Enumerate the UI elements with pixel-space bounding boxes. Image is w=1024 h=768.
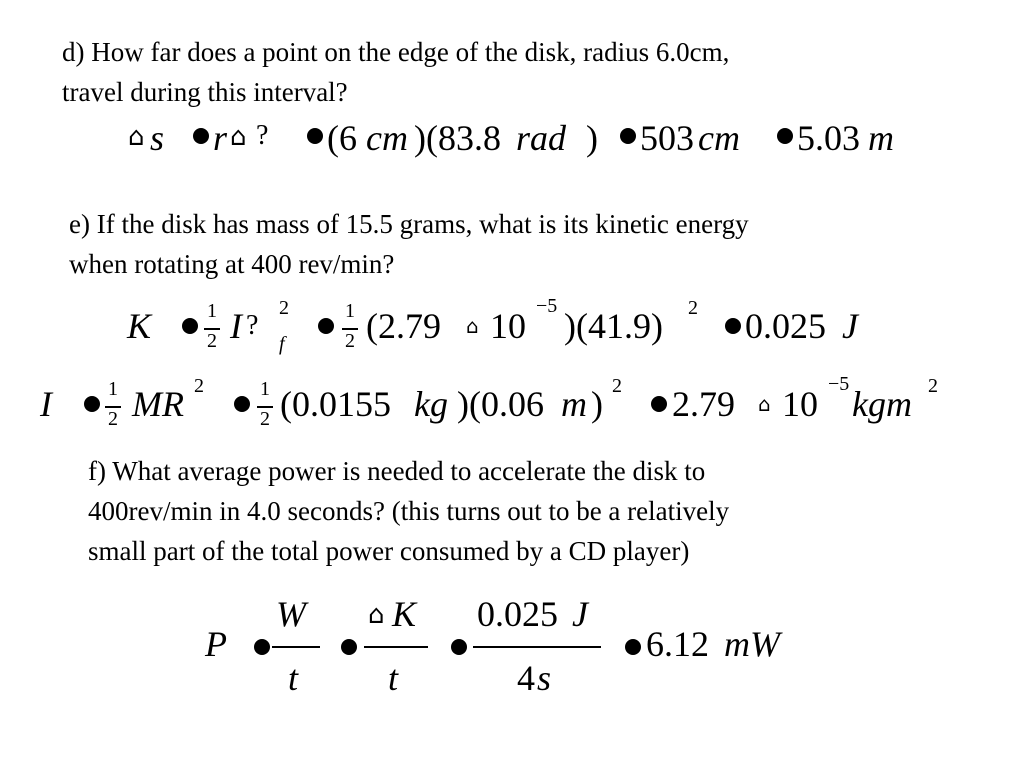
equals-dot-icon <box>193 128 209 144</box>
equals-dot-icon <box>451 639 467 655</box>
question-e-line2: when rotating at 400 rev/min? <box>69 249 395 279</box>
eq-ke-ten: 10 <box>490 306 526 346</box>
eq-d-cm2: cm <box>698 118 740 158</box>
equals-dot-icon <box>234 396 250 412</box>
eq-d-close: ) <box>586 118 598 158</box>
equation-moment-of-inertia <box>0 373 1024 444</box>
eq-p-K: K <box>392 594 417 634</box>
eq-i-exp: −5 <box>828 373 850 395</box>
eq-i-MR: MR <box>132 384 184 424</box>
eq-ke-half-num-2: 1 <box>345 300 355 322</box>
eq-p-result: 6.12 <box>646 624 709 664</box>
eq-i-unit: kgm <box>852 384 912 424</box>
eq-ke-half-num: 1 <box>207 300 217 322</box>
eq-d-v1: 503 <box>640 118 694 158</box>
fraction-bar <box>364 646 428 648</box>
eq-d-theta-box: ? <box>256 120 269 151</box>
eq-ke-exp: −5 <box>536 295 558 317</box>
eq-i-sq2: 2 <box>612 375 622 397</box>
delta-placeholder-icon: ⌂ <box>368 600 385 630</box>
equals-dot-icon <box>307 128 323 144</box>
equals-dot-icon <box>625 639 641 655</box>
question-d <box>62 32 729 112</box>
times-placeholder-icon: ⌂ <box>466 314 479 338</box>
equation-power <box>0 590 1024 700</box>
eq-p-P: P <box>205 624 227 664</box>
eq-d-cm: cm <box>366 118 408 158</box>
eq-i-half-den-2: 2 <box>260 408 270 430</box>
eq-d-open: (6 <box>327 118 357 158</box>
eq-d-m: m <box>868 118 894 158</box>
eq-i-result: 2.79 <box>672 384 735 424</box>
eq-d-s: s <box>150 118 165 158</box>
eq-i-m: m <box>561 384 587 424</box>
question-e-line1: e) If the disk has mass of 15.5 grams, what is its kinetic energy <box>69 209 749 239</box>
eq-ke-J: J <box>842 306 858 346</box>
eq-i-mid: )(0.06 <box>457 384 544 424</box>
equals-dot-icon <box>777 128 793 144</box>
equals-dot-icon <box>254 639 270 655</box>
equals-dot-icon <box>182 318 198 334</box>
eq-d-rad: rad <box>516 118 567 158</box>
eq-ke-half-den: 2 <box>207 330 217 352</box>
eq-i-I: I <box>40 384 52 424</box>
eq-i-close: ) <box>591 384 603 424</box>
eq-ke-half-den-2: 2 <box>345 330 355 352</box>
eq-ke-mid: )(41.9) <box>564 306 663 346</box>
delta-placeholder-icon: ⌂ <box>230 122 247 152</box>
eq-p-num: 0.025 <box>477 594 558 634</box>
fraction-bar <box>272 646 320 648</box>
equals-dot-icon <box>651 396 667 412</box>
question-f-line3: small part of the total power consumed by a CD player) <box>88 536 690 566</box>
eq-p-t1: t <box>288 658 299 698</box>
eq-ke-f: f <box>279 333 285 355</box>
question-f-line2: 400rev/min in 4.0 seconds? (this turns out to be a relatively <box>88 496 730 526</box>
equation-arc-length <box>0 116 1024 166</box>
equation-kinetic-energy <box>0 295 1024 366</box>
eq-p-unit: mW <box>724 624 780 664</box>
eq-ke-K: K <box>127 306 152 346</box>
eq-ke-open: (2.79 <box>366 306 441 346</box>
question-d-line2: travel during this interval? <box>62 77 348 107</box>
times-placeholder-icon: ⌂ <box>758 392 771 416</box>
equals-dot-icon <box>318 318 334 334</box>
equals-dot-icon <box>725 318 741 334</box>
eq-d-r: r <box>213 118 228 158</box>
question-d-line1: d) How far does a point on the edge of the disk, radius 6.0cm, <box>62 37 730 67</box>
eq-p-W: W <box>276 594 306 634</box>
eq-ke-I: I <box>230 306 242 346</box>
eq-p-den: 4 <box>517 658 535 698</box>
eq-d-mid: )(83.8 <box>414 118 501 158</box>
eq-i-kg: kg <box>414 384 448 424</box>
question-f-line1: f) What average power is needed to accelerate the disk to <box>88 456 706 486</box>
delta-placeholder-icon: ⌂ <box>128 122 145 152</box>
question-f <box>88 451 729 571</box>
question-e <box>69 204 749 284</box>
eq-i-ten: 10 <box>782 384 818 424</box>
eq-i-half-den: 2 <box>108 408 118 430</box>
eq-p-s: s <box>537 658 552 698</box>
eq-i-sq3: 2 <box>928 375 938 397</box>
eq-ke-sq2: 2 <box>688 297 698 319</box>
fraction-bar <box>473 646 601 648</box>
eq-i-sq: 2 <box>194 375 204 397</box>
eq-ke-sq: 2 <box>279 297 289 319</box>
eq-i-half-num-2: 1 <box>260 378 270 400</box>
eq-p-t2: t <box>388 658 399 698</box>
eq-ke-result: 0.025 <box>745 306 826 346</box>
equals-dot-icon <box>84 396 100 412</box>
equals-dot-icon <box>341 639 357 655</box>
eq-i-half-num: 1 <box>108 378 118 400</box>
eq-i-open: (0.0155 <box>280 384 391 424</box>
eq-p-J: J <box>572 594 588 634</box>
eq-ke-omega-box: ? <box>246 310 259 341</box>
eq-d-v2: 5.03 <box>797 118 860 158</box>
equals-dot-icon <box>620 128 636 144</box>
